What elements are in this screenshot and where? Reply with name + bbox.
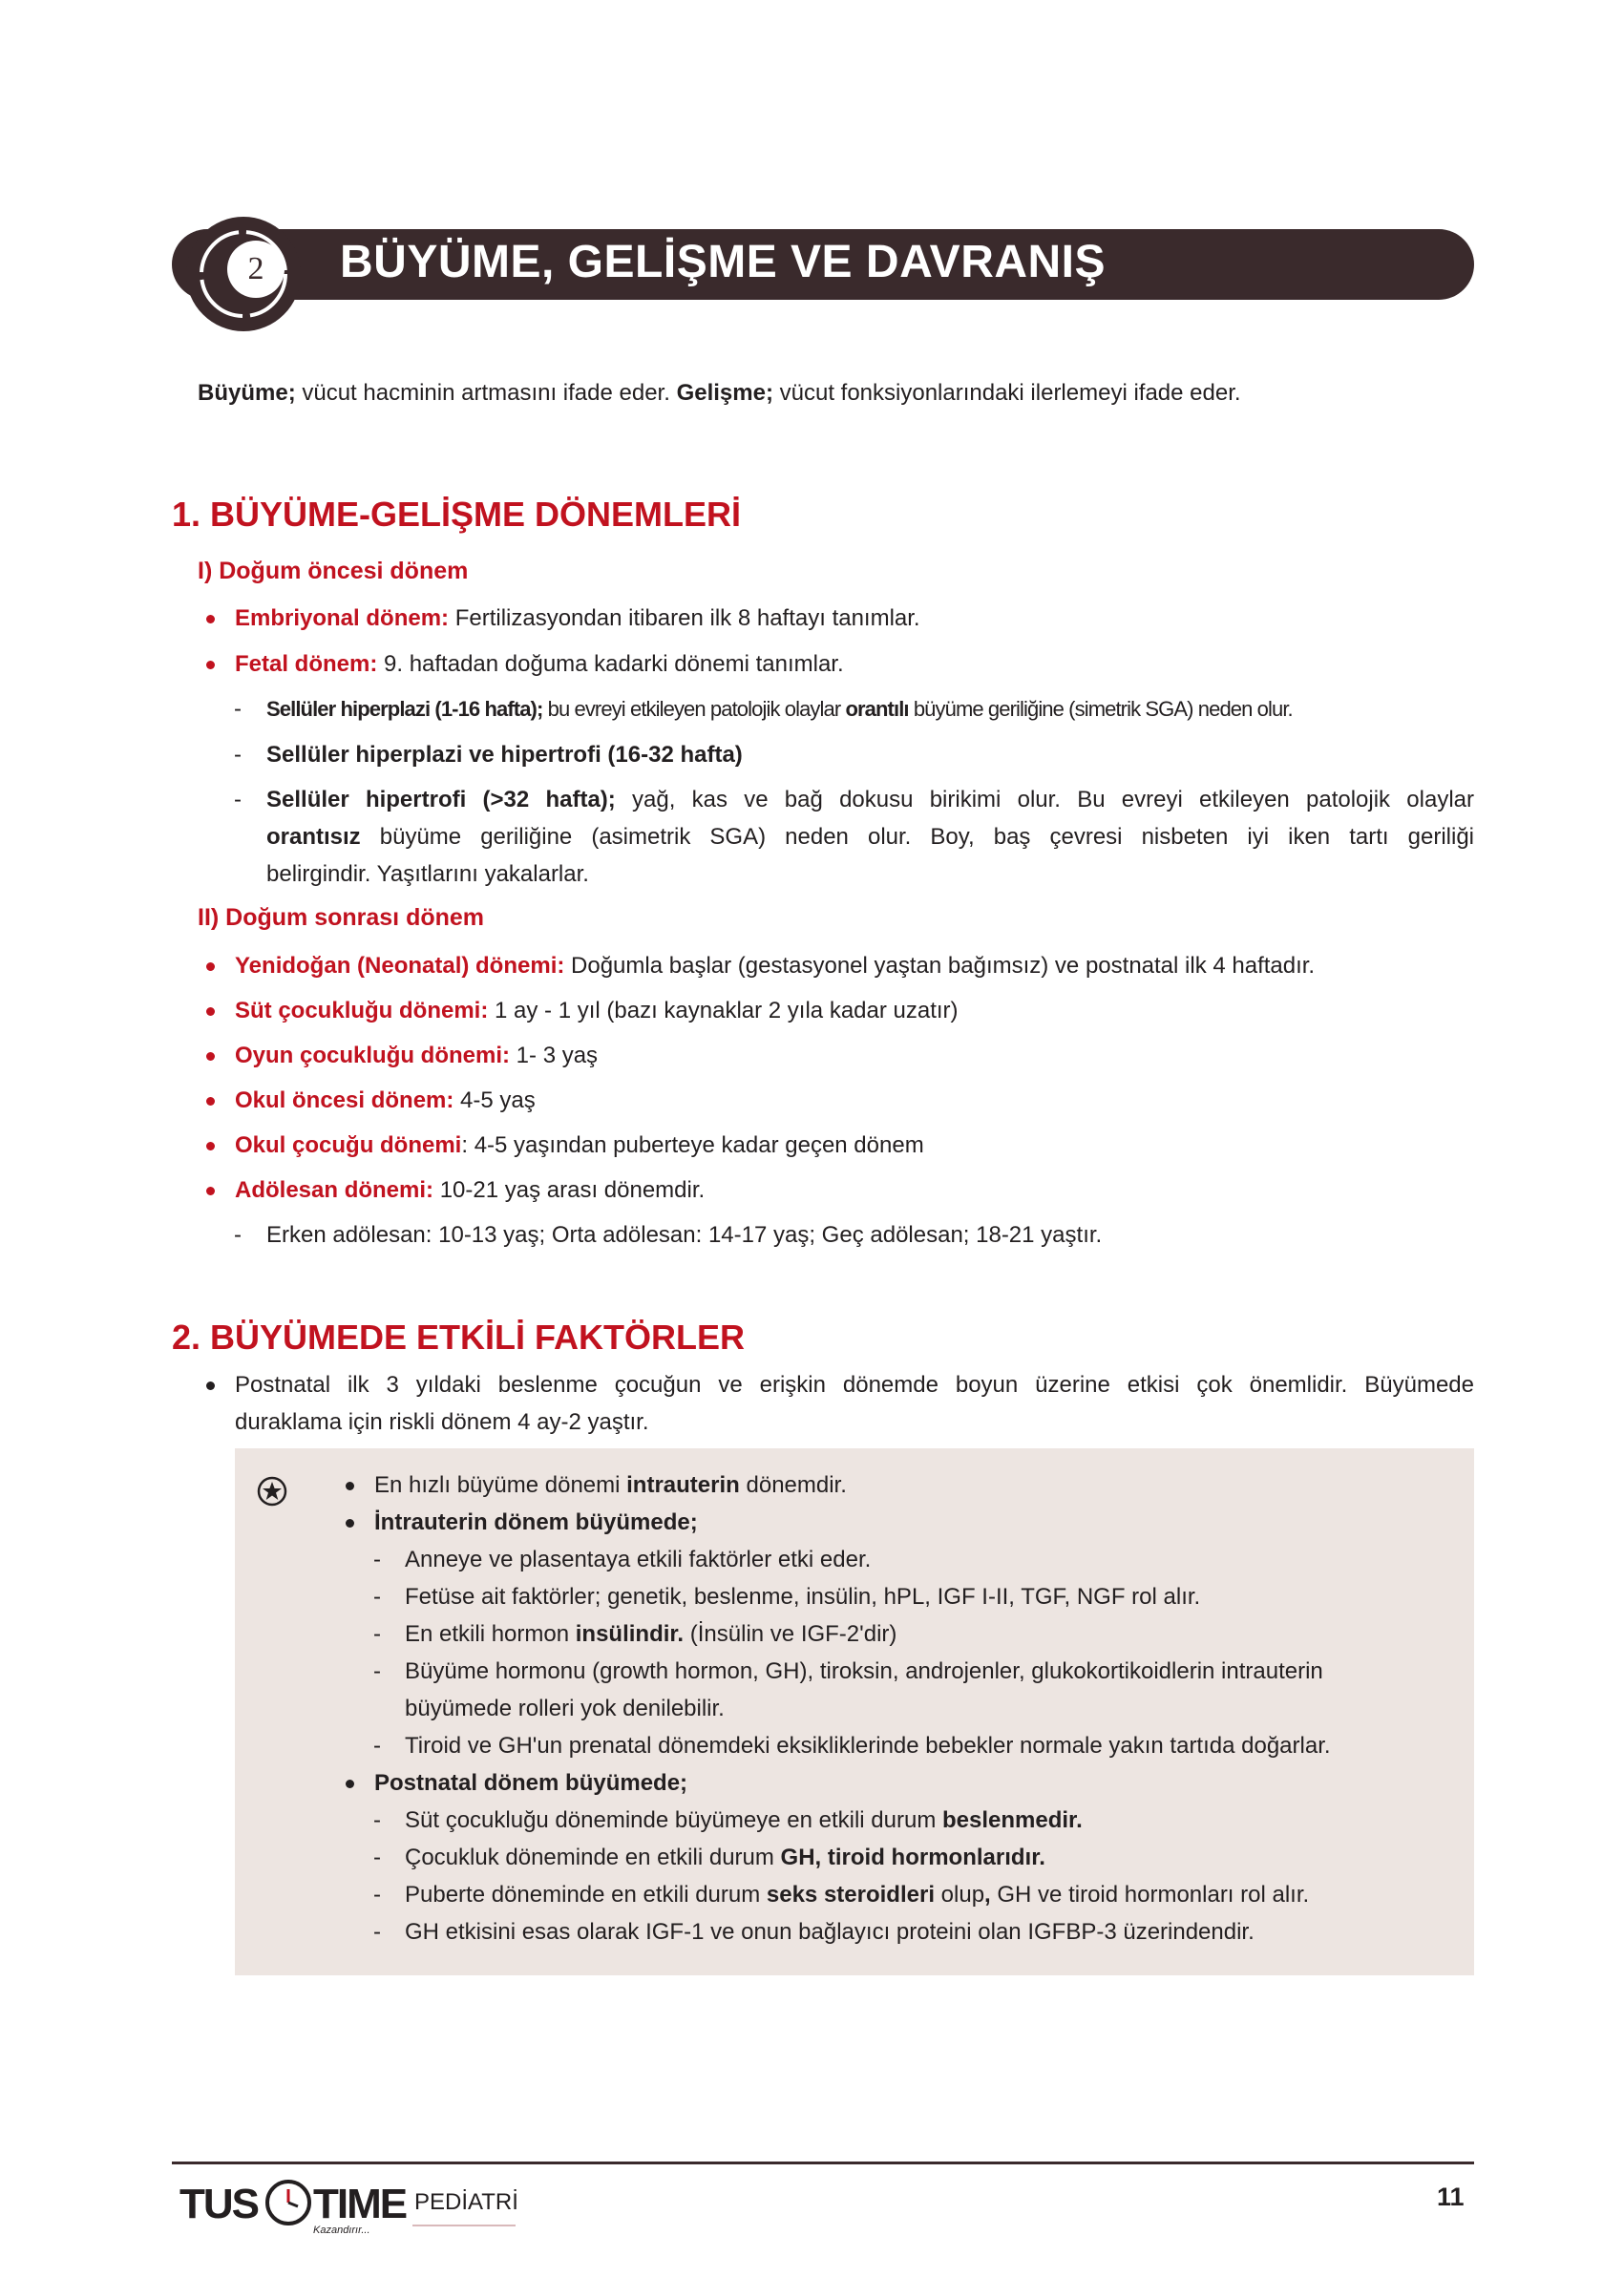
list-item-adolescence: Adölesan dönemi: 10-21 yaş arası dönemdir. [235,1177,706,1203]
dash: - [234,1222,242,1248]
sublist-item-hyperplasia: Sellüler hiperplazi (1-16 hafta); bu evreyi etkileyen patolojik olaylar orantılı büyüme geriliğine (simetrik SGA) neden olur. [266,697,1293,721]
dash: - [234,696,242,722]
note-item-intrauterine: İntrauterin dönem büyümede; [374,1509,698,1535]
note-subitem: Büyüme hormonu (growth hormon, GH), tiroksin, androjenler, glukokortikoidlerin intrauterin [405,1658,1323,1684]
note-subitem: Süt çocukluğu döneminde büyümeye en etkili durum beslenmedir. [405,1807,1083,1833]
note-item-fastest-growth: En hızlı büyüme dönemi intrauterin dönemdir. [374,1472,847,1498]
bullet [206,1097,215,1106]
bullet [346,1482,354,1490]
section-heading-1: 1. BÜYÜME-GELİŞME DÖNEMLERİ [172,495,742,534]
dash: - [373,1882,381,1908]
list-item-toddler: Oyun çocukluğu dönemi: 1- 3 yaş [235,1043,599,1068]
paragraph-postnatal-line2: duraklama için riskli dönem 4 ay-2 yaştır. [235,1409,649,1435]
dash: - [373,1733,381,1759]
subheading-prenatal: I) Doğum öncesi dönem [198,558,469,584]
sublist-item-hypertrophy-line1: Sellüler hipertrofi (>32 hafta); yağ, kas ve bağ dokusu birikimi olur. Bu evreyi etkileyen patolojik olaylar [266,787,1474,812]
note-subitem-continued: büyümede rolleri yok denilebilir. [405,1696,725,1721]
list-item-infancy: Süt çocukluğu dönemi: 1 ay - 1 yıl (bazı kaynaklar 2 yıla kadar uzatır) [235,998,959,1023]
section-name: PEDİATRİ [414,2189,518,2215]
list-item-fetal: Fetal dönem: 9. haftadan doğuma kadarki dönemi tanımlar. [235,651,844,677]
dash: - [373,1919,381,1945]
sublist-item-adolescence-stages: Erken adölesan: 10-13 yaş; Orta adölesan: 14-17 yaş; Geç adölesan; 18-21 yaştır. [266,1222,1103,1248]
logo-tus: TUS [179,2181,258,2227]
sublist-item-hypertrophy-line2: orantısız büyüme geriliğine (asimetrik SGA) neden olur. Boy, baş çevresi nisbeten iyi iken tartı geriliği [266,824,1474,850]
bullet [206,1142,215,1150]
note-subitem: En etkili hormon insülindir. (İnsülin ve IGF-2'dir) [405,1621,897,1647]
note-subitem: Puberte döneminde en etkili durum seks steroidleri olup, GH ve tiroid hormonları rol alır. [405,1882,1310,1908]
dash: - [373,1547,381,1572]
dash: - [373,1845,381,1870]
list-item-neonatal: Yenidoğan (Neonatal) dönemi: Doğumla başlar (gestasyonel yaştan bağımsız) ve postnatal ilk 4 haftadır. [235,953,1316,979]
dash: - [373,1658,381,1684]
dash: - [234,742,242,768]
page-number: 11 [1437,2183,1465,2211]
list-item-school-age: Okul çocuğu dönemi: 4-5 yaşından puberteye kadar geçen dönem [235,1132,924,1158]
chapter-number: 2 [227,241,285,298]
bullet [206,615,215,623]
note-subitem: Fetüse ait faktörler; genetik, beslenme, insülin, hPL, IGF I-II, TGF, NGF rol alır. [405,1584,1201,1610]
sublist-item-hyperplasia-hypertrophy: Sellüler hiperplazi ve hipertrofi (16-32 hafta) [266,742,743,768]
bullet [346,1780,354,1788]
note-subitem: Tiroid ve GH'un prenatal dönemdeki eksikliklerinde bebekler normale yakın tartıda doğarlar. [405,1733,1331,1759]
logo-tagline: Kazandırır... [313,2225,370,2236]
bullet [206,1052,215,1061]
clock-logo-icon [264,2179,312,2226]
footer-rule [172,2162,1474,2164]
bullet [206,1187,215,1195]
logo-time: TIME [313,2181,407,2227]
intro-paragraph: Büyüme; vücut hacminin artmasını ifade eder. Gelişme; vücut fonksiyonlarındaki ilerlemeyi ifade eder. [198,380,1241,406]
section-heading-2: 2. BÜYÜMEDE ETKİLİ FAKTÖRLER [172,1318,746,1357]
section-name-rule [412,2225,516,2226]
note-subitem: GH etkisini esas olarak IGF-1 ve onun bağlayıcı proteini olan IGFBP-3 üzerindendir. [405,1919,1255,1945]
note-item-postnatal: Postnatal dönem büyümede; [374,1770,688,1796]
note-subitem: Çocukluk döneminde en etkili durum GH, tiroid hormonlarıdır. [405,1845,1045,1870]
dash: - [234,787,242,812]
dash: - [373,1807,381,1833]
bullet [206,1007,215,1016]
bullet [346,1519,354,1528]
note-subitem: Anneye ve plasentaya etkili faktörler etki eder. [405,1547,872,1572]
dash: - [373,1584,381,1610]
dash: - [373,1621,381,1647]
subheading-postnatal: II) Doğum sonrası dönem [198,904,485,931]
paragraph-postnatal-line1: Postnatal ilk 3 yıldaki beslenme çocuğun ve erişkin dönemde boyun üzerine etkisi çok önemlidir. Büyümede [235,1372,1474,1398]
list-item-preschool: Okul öncesi dönem: 4-5 yaş [235,1087,536,1113]
sublist-item-hypertrophy-line3: belirgindir. Yaşıtlarını yakalarlar. [266,861,589,887]
list-item-embryonic: Embriyonal dönem: Fertilizasyondan itibaren ilk 8 haftayı tanımlar. [235,605,920,631]
bullet [206,1382,215,1390]
chapter-title: BÜYÜME, GELİŞME VE DAVRANIŞ [340,237,1107,287]
star-circle-icon [257,1476,287,1507]
bullet [206,962,215,971]
bullet [206,661,215,669]
